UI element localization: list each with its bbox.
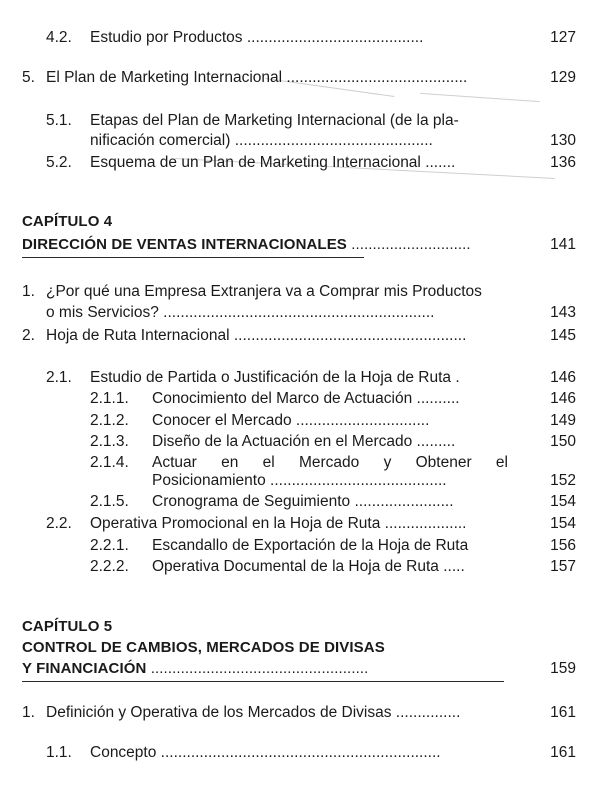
- toc-entry-c4-2-1-3-page: 150: [550, 433, 576, 450]
- toc-entry-5-1-page: 130: [550, 132, 576, 149]
- toc-entry-c4-2-1-2-number: 2.1.2.: [90, 412, 129, 429]
- toc-entry-c4-2-1-4-number: 2.1.4.: [90, 454, 129, 471]
- toc-entry-5-2-number: 5.2.: [46, 154, 72, 171]
- leader-dots: ......................................................: [233, 327, 467, 344]
- toc-entry-5-1-title-line2: nificación comercial) ..............................................: [90, 132, 433, 149]
- leader-dots: ...............: [395, 704, 461, 721]
- leader-dots: ...................: [384, 515, 467, 532]
- chapter-4-title: DIRECCIÓN DE VENTAS INTERNACIONALES ............................: [22, 236, 471, 253]
- leader-dots: ..........................................: [286, 69, 468, 86]
- toc-entry-c4-2-1-4-title-line1: Actuar en el Mercado y Obtener el: [152, 454, 508, 471]
- toc-entry-c4-1-title-line2: o mis Servicios? ...............................................................: [46, 304, 435, 321]
- toc-entry-c4-2-page: 145: [550, 327, 576, 344]
- toc-entry-c4-1-title-line1: ¿Por qué una Empresa Extranjera va a Comprar mis Productos: [46, 283, 482, 300]
- toc-entry-c4-2-1-1-number: 2.1.1.: [90, 390, 129, 407]
- toc-entry-5-1-title-line1: Etapas del Plan de Marketing Internacional (de la pla-: [90, 112, 459, 129]
- toc-entry-5-title: El Plan de Marketing Internacional ..........................................: [46, 69, 468, 86]
- toc-entry-c4-2-1-3-number: 2.1.3.: [90, 433, 129, 450]
- toc-entry-c4-2-2-1-title: Escandallo de Exportación de la Hoja de Ruta: [152, 537, 469, 554]
- toc-entry-c4-2-1-1-page: 146: [550, 390, 576, 407]
- toc-entry-4-2-title: Estudio por Productos .........................................: [90, 29, 424, 46]
- toc-entry-c4-2-1-4-page: 152: [550, 472, 576, 489]
- chapter-4-page: 141: [550, 236, 576, 253]
- toc-entry-c4-2-title: Hoja de Ruta Internacional ......................................................: [46, 327, 467, 344]
- leader-dots: .....: [443, 558, 465, 575]
- toc-entry-c4-2-number: 2.: [22, 327, 35, 344]
- leader-dots: .........: [416, 433, 456, 450]
- leader-dots: .........................................: [246, 29, 424, 46]
- chapter-5-page: 159: [550, 660, 576, 677]
- toc-entry-c4-2-2-2-page: 157: [550, 558, 576, 575]
- toc-entry-5-2-page: 136: [550, 154, 576, 171]
- toc-entry-c4-2-1-4-title-line2: Posicionamiento .........................................: [152, 472, 447, 489]
- toc-entry-5-number: 5.: [22, 69, 35, 86]
- scan-artifact: [420, 93, 540, 102]
- toc-entry-c4-2-2-2-number: 2.2.2.: [90, 558, 129, 575]
- toc-entry-c5-1-title: Definición y Operativa de los Mercados de Divisas ...............: [46, 704, 461, 721]
- toc-entry-5-1-number: 5.1.: [46, 112, 72, 129]
- toc-entry-c4-2-1-1-title: Conocimiento del Marco de Actuación ..........: [152, 390, 460, 407]
- toc-entry-c4-2-2-title: Operativa Promocional en la Hoja de Ruta ...................: [90, 515, 467, 532]
- toc-entry-c4-2-1-3-title: Diseño de la Actuación en el Mercado .........: [152, 433, 456, 450]
- toc-entry-c4-2-1-2-title: Conocer el Mercado ...............................: [152, 412, 430, 429]
- leader-dots: .................................................................: [160, 744, 441, 761]
- toc-entry-5-page: 129: [550, 69, 576, 86]
- toc-entry-c4-2-2-1-page: 156: [550, 537, 576, 554]
- leader-dots: .........................................: [270, 472, 447, 489]
- toc-entry-c4-2-2-number: 2.2.: [46, 515, 72, 532]
- toc-entry-c4-2-2-2-title: Operativa Documental de la Hoja de Ruta .....: [152, 558, 465, 575]
- leader-dots: .......................: [354, 493, 454, 510]
- leader-dots: ...............................................................: [163, 304, 435, 321]
- toc-entry-c4-2-1-5-number: 2.1.5.: [90, 493, 129, 510]
- toc-entry-4-2-number: 4.2.: [46, 29, 72, 46]
- leader-dots: ..........: [416, 390, 460, 407]
- toc-entry-c4-2-1-2-page: 149: [550, 412, 576, 429]
- leader-dots: .......: [425, 154, 456, 171]
- toc-entry-c5-1-1-page: 161: [550, 744, 576, 761]
- toc-entry-c5-1-number: 1.: [22, 704, 35, 721]
- toc-entry-c5-1-1-number: 1.1.: [46, 744, 72, 761]
- toc-entry-c4-2-1-page: 146: [550, 369, 576, 386]
- toc-entry-c4-2-1-5-page: 154: [550, 493, 576, 510]
- toc-entry-5-2-title: Esquema de un Plan de Marketing Internacional .......: [90, 154, 456, 171]
- toc-entry-c5-1-1-title: Concepto .................................................................: [90, 744, 441, 761]
- chapter-5-title-line1: CONTROL DE CAMBIOS, MERCADOS DE DIVISAS: [22, 639, 385, 656]
- leader-dots: .: [455, 369, 460, 386]
- toc-entry-c4-2-1-number: 2.1.: [46, 369, 72, 386]
- leader-dots: ...................................................: [150, 660, 369, 677]
- toc-entry-c4-2-1-5-title: Cronograma de Seguimiento .......................: [152, 493, 454, 510]
- toc-entry-c4-2-2-page: 154: [550, 515, 576, 532]
- chapter-5-underline: [22, 681, 504, 682]
- leader-dots: ............................: [351, 236, 471, 253]
- chapter-5-label: CAPÍTULO 5: [22, 618, 113, 635]
- toc-entry-c4-2-1-title: Estudio de Partida o Justificación de la Hoja de Ruta .: [90, 369, 460, 386]
- chapter-5-title-line2: Y FINANCIACIÓN ...................................................: [22, 660, 369, 677]
- toc-entry-c4-1-number: 1.: [22, 283, 35, 300]
- chapter-4-label: CAPÍTULO 4: [22, 213, 113, 230]
- toc-entry-c4-1-page: 143: [550, 304, 576, 321]
- toc-entry-4-2-page: 127: [550, 29, 576, 46]
- chapter-4-underline: [22, 257, 364, 258]
- leader-dots: ...............................: [295, 412, 430, 429]
- toc-entry-c5-1-page: 161: [550, 704, 576, 721]
- toc-entry-c4-2-2-1-number: 2.2.1.: [90, 537, 129, 554]
- leader-dots: ..............................................: [234, 132, 433, 149]
